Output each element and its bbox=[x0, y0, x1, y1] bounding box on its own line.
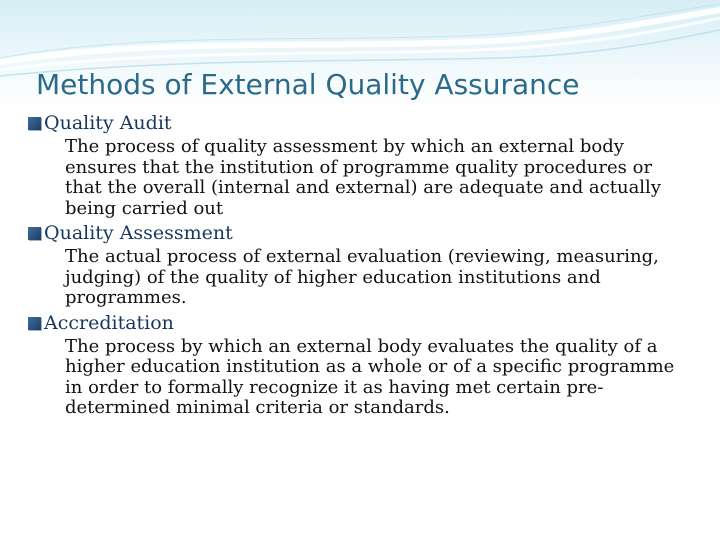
bullet-heading-quality-audit bbox=[28, 112, 688, 135]
bullet-heading-text: Quality Audit bbox=[44, 112, 172, 134]
list-item-accreditation bbox=[28, 312, 688, 419]
square-bullet-icon bbox=[28, 117, 41, 130]
bullet-heading-accreditation bbox=[28, 312, 688, 335]
bullet-heading-text: Quality Assessment bbox=[44, 222, 233, 244]
bullet-heading-quality-assessment bbox=[28, 222, 688, 245]
list-item-quality-audit bbox=[28, 112, 688, 219]
bullet-heading-text: Accreditation bbox=[44, 311, 174, 334]
bullet-body-text: The process by which an external body evaluates the quality of a higher education institution as a whole or of a specific programme in order to formally recognize it as having met certain pre-determined minimal criteria or standards. bbox=[65, 335, 675, 418]
slide-title: Methods of External Quality Assurance bbox=[36, 68, 580, 101]
bullet-body-text: The actual process of external evaluation (reviewing, measuring, judging) of the quality of higher education institutions and programmes. bbox=[65, 246, 659, 308]
square-bullet-icon bbox=[28, 227, 41, 240]
bullet-list bbox=[28, 112, 688, 422]
list-item-quality-assessment bbox=[28, 222, 688, 309]
square-bullet-icon bbox=[28, 317, 41, 330]
bullet-body-text: The process of quality assessment by which an external body ensures that the institution of programme quality procedures or that the overall (internal and external) are adequate and actually being carried out bbox=[65, 136, 661, 219]
